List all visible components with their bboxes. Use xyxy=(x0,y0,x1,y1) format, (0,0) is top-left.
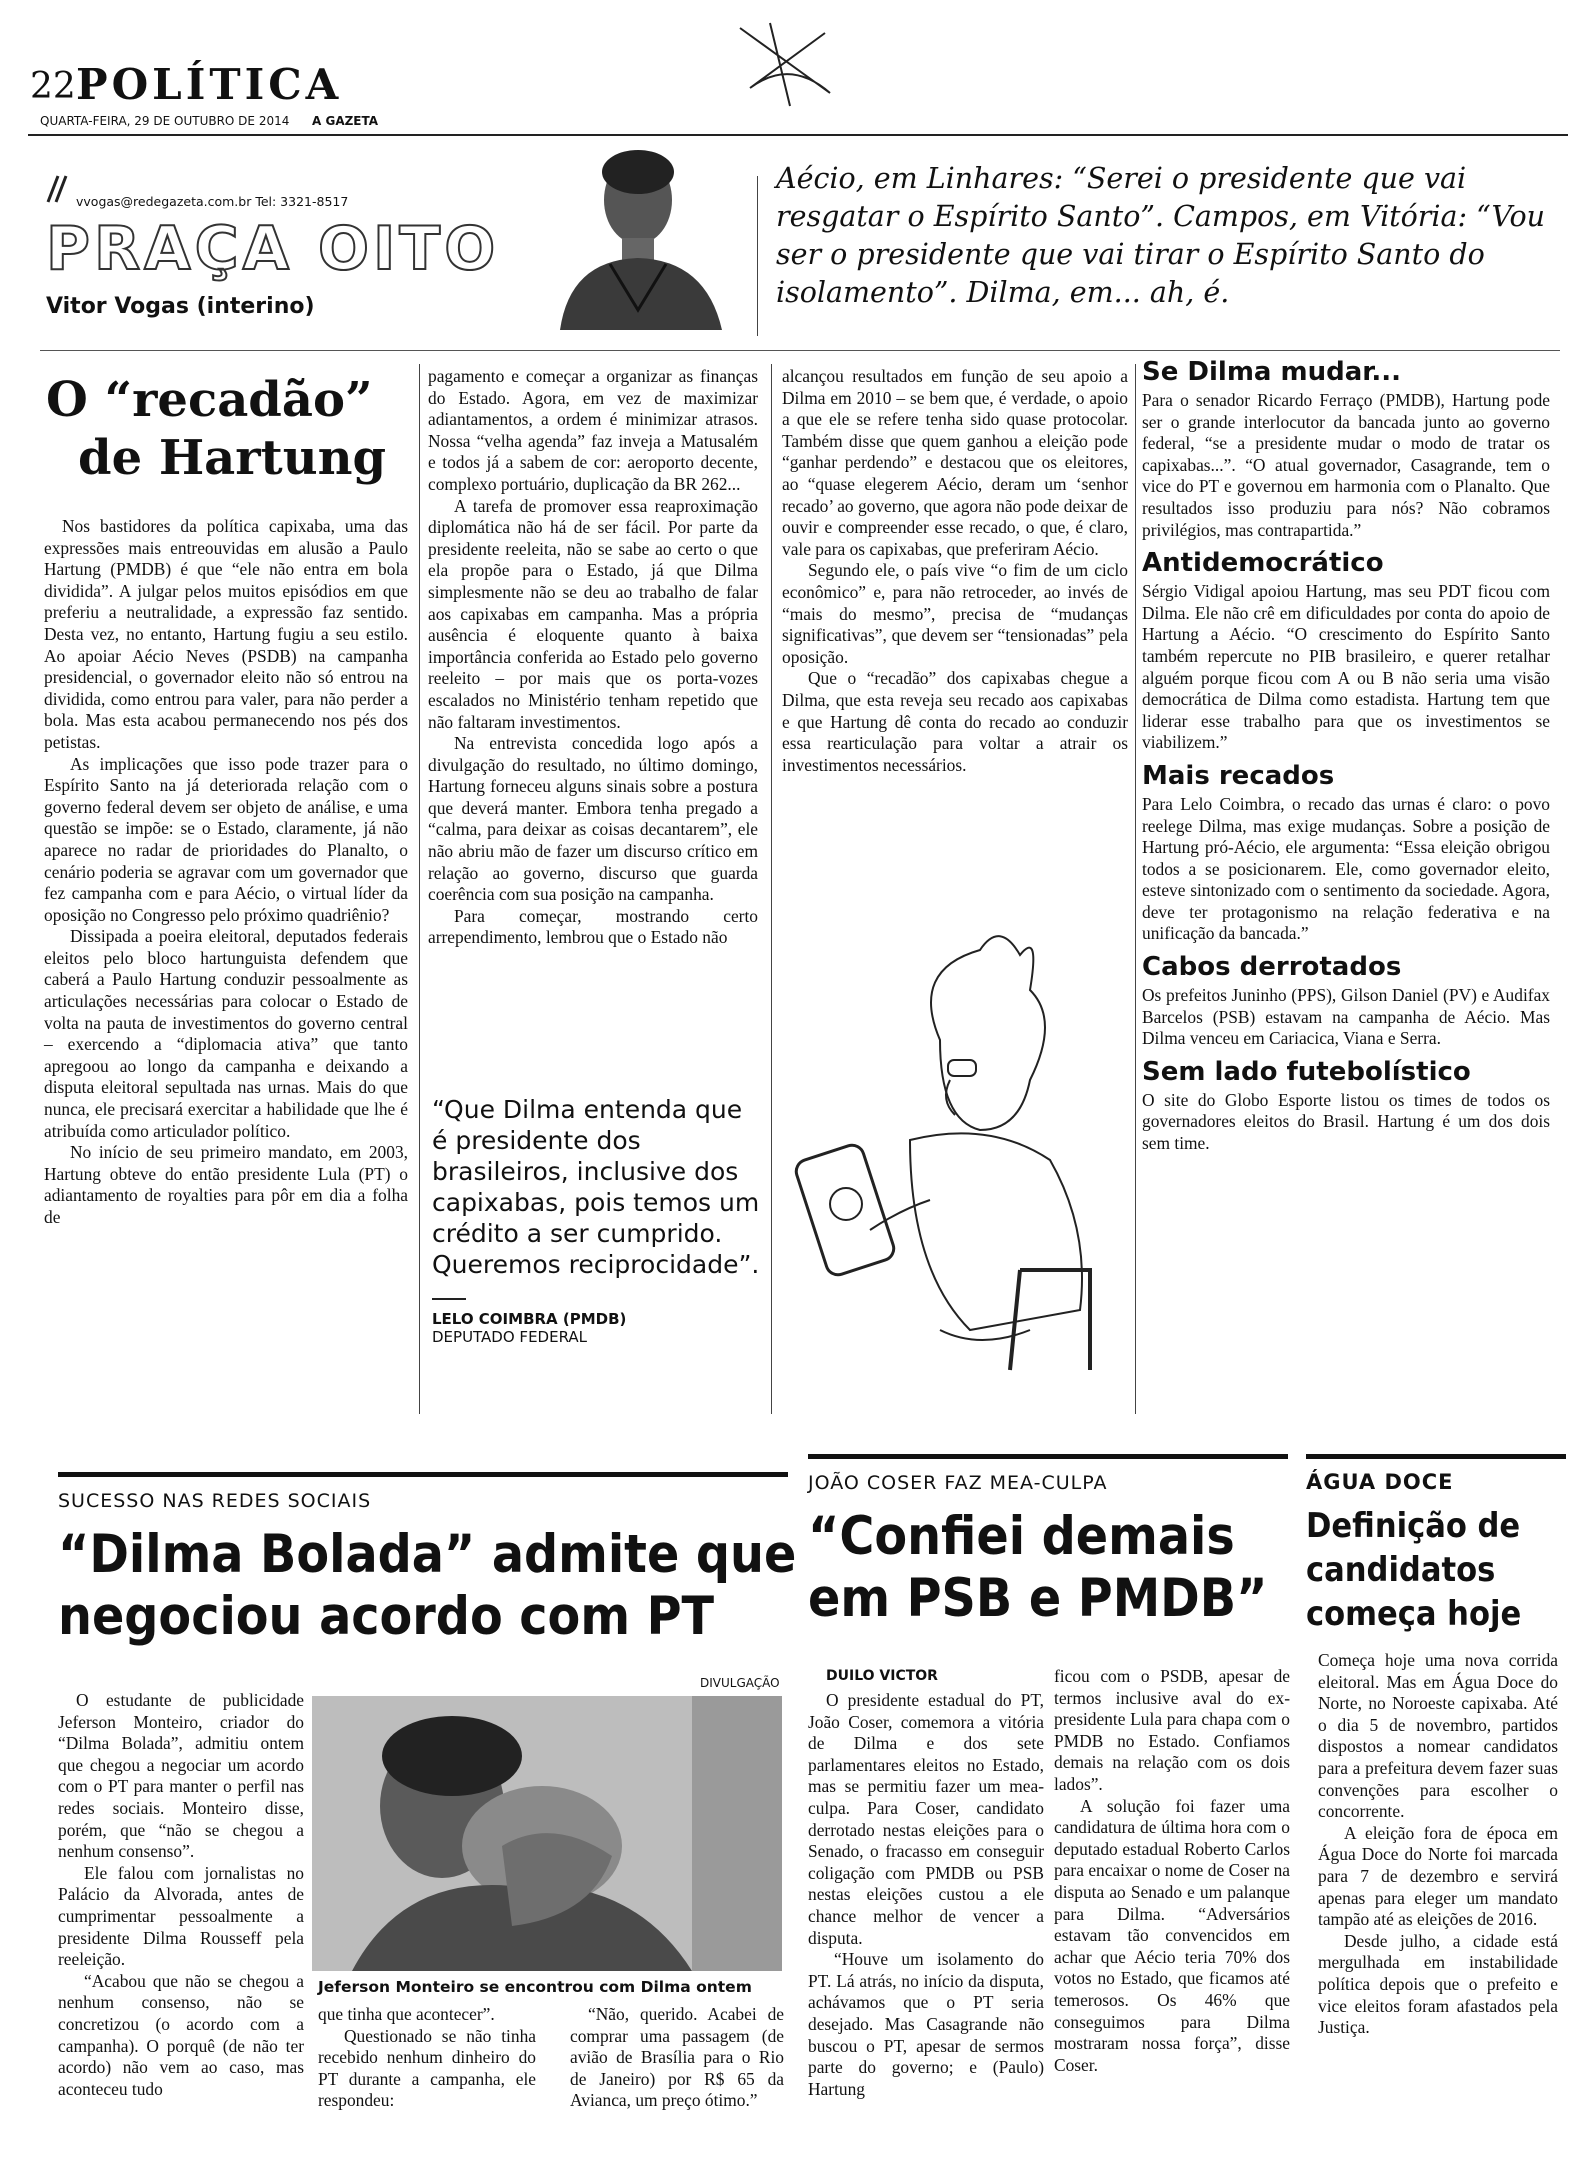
column-divider xyxy=(771,364,772,1414)
bottom-left-col1 xyxy=(58,1690,304,2100)
column-author: Vitor Vogas (interino) xyxy=(46,294,315,319)
article-paragraph: Para começar, mostrando certo arrependimento, lembrou que o Estado não xyxy=(428,905,758,948)
sidebar-text: O site do Globo Esporte listou os times de todos os governadores eleitos do Brasil. Hartung é um dos dois sem time. xyxy=(1142,1089,1550,1154)
article-paragraph: No início de seu primeiro mandato, em 2003, Hartung obteve do então presidente Lula (PT) o adiantamento de royalties para pôr em dia a folha de xyxy=(44,1142,408,1227)
sidebar-title: Mais recados xyxy=(1142,760,1335,791)
bottom-mid-col1 xyxy=(808,1690,1044,2100)
sidebar-text: Os prefeitos Juninho (PPS), Gilson Daniel (PV) e Audifax Barcelos (PSB) estavam na campanha de Aécio. Mas Dilma venceu em Cariacica, Viana e Serra. xyxy=(1142,985,1550,1049)
bottom-right-headline: Definição de candidatos começa hoje xyxy=(1306,1506,1522,1634)
pullquote-role: DEPUTADO FEDERAL xyxy=(432,1328,588,1346)
bottom-left-kicker: SUCESSO NAS REDES SOCIAIS xyxy=(58,1490,372,1512)
article-paragraph: Nos bastidores da política capixaba, uma das expressões mais entreouvidas em alusão a Paulo Hartung (PMDB) é que “ele não entra em bola dividida”. A julgar pelos muitos episódios em que preferiu a neutralidade, a expressão faz sentido. Desta vez, no entanto, Hartung fugiu a seu estilo. Ao apoiar Aécio Neves (PSDB) na campanha presidencial, o governador eleito não só entrou na dividida, como entrou para valer, para não perder a bola. Mas esta acabou permanecendo nos pés dos petistas. xyxy=(44,516,408,752)
sidebar-title: Sem lado futebolístico xyxy=(1142,1056,1471,1087)
slash-icon xyxy=(44,174,72,208)
sidebar-title: Cabos derrotados xyxy=(1142,952,1402,983)
article-paragraph: Na entrevista concedida logo após a divulgação do resultado, no último domingo, Hartung forneceu alguns sinais sobre a postura que deverá manter. Embora tenha pregado a “calma, para deixar as coisas decantarem”, ele não abriu mão de fazer um discurso crítico em relação ao governo, discurso que guarda coerência com sua posição na campanha. xyxy=(428,733,758,905)
pullquote xyxy=(432,1094,762,1346)
bottom-left-col2 xyxy=(318,2004,536,2112)
date-line: QUARTA-FEIRA, 29 DE OUTUBRO DE 2014 xyxy=(40,114,290,128)
column-divider xyxy=(419,364,420,1414)
bottom-mid-col2 xyxy=(1054,1666,1290,2076)
article-paragraph: “Não, querido. Acabei de comprar uma passagem (de avião de Brasília para o Rio de Janeiro) por R$ 65 da Avianca, um preço ótimo.” xyxy=(570,2004,784,2111)
columnist-photo xyxy=(540,140,740,330)
sidebar-title: Antidemocrático xyxy=(1142,548,1384,579)
bottom-section-rule xyxy=(1306,1454,1566,1459)
bottom-right-kicker: ÁGUA DOCE xyxy=(1306,1470,1454,1494)
news-photo xyxy=(312,1696,782,1971)
bottom-mid-kicker: JOÃO COSER FAZ MEA-CULPA xyxy=(808,1472,1108,1494)
sidebar-text: Para o senador Ricardo Ferraço (PMDB), Hartung pode ser o grande interlocutor da bancada junto ao governo federal, “se a presidente mudar o modo de tratar os capixabas...”. “O atual governador, Casagrande, tem o vice do PT e governou em harmonia com o Planalto. Que resultados isso produziu para nós? Não cobramos privilégios, mas contrapartida.” xyxy=(1142,390,1550,540)
column-quote: Aécio, em Linhares: “Serei o presidente que vai resgatar o Espírito Santo”. Campos, em Vitória: “Vou ser o presidente que vai tirar o Espírito Santo do isolamento”. Dilma, em... ah, é. xyxy=(776,162,1546,309)
header-divider xyxy=(757,176,758,336)
article-paragraph: Ele falou com jornalistas no Palácio da Alvorada, antes de cumprimentar pessoalmente a presidente Dilma Rousseff pela reeleição. xyxy=(58,1862,304,1970)
column-divider xyxy=(1135,364,1136,1414)
main-headline-line1: O “recadão” xyxy=(46,372,373,428)
article-paragraph: alcançou resultados em função de seu apoio a Dilma em 2010 – se bem que, é verdade, o apoio a que ele se refere tenha sido quase protocolar. Também disse que quem ganhou a eleição pode “ganhar perdendo” e destacou que os eleitores, ao “quase elegerem Aécio, deram um ‘senhor recado’ ao governo, que agora não pode deixar de ouvir e compreender esse recado, o que, é claro, vale para os capixabas, que preferiram Aécio. xyxy=(782,366,1128,559)
main-article-col2 xyxy=(428,366,758,949)
article-paragraph: pagamento e começar a organizar as finanças do Estado. Agora, em vez de maximizar adiantamentos, a ordem é minimizar atrasos. Nossa “velha agenda” faz inveja a Matusalém e todos já a sabem de cor: aeroporto decente, complexo portuário, duplicação da BR 262... xyxy=(428,366,758,494)
article-paragraph: A eleição fora de época em Água Doce do Norte foi marcada para 7 de dezembro e servirá apenas para eleger um mandato tampão até as eleições de 2016. xyxy=(1318,1822,1558,1930)
caricature-illustration xyxy=(790,910,1130,1380)
column-email: vvogas@redegazeta.com.br Tel: 3321-8517 xyxy=(76,194,349,209)
sidebar-text: Sérgio Vidigal apoiou Hartung, mas seu PDT ficou com Dilma. Ele não crê em dificuldades por conta do apoio de Hartung a Aécio. “O crescimento do Espírito Santo também repercute no PIB brasileiro, e querer retalhar alguém porque ficou com A ou B não seria uma visão democrática de Dilma como estadista. Hartung tem que liderar esse trabalho para que os investimentos se viabilizem.” xyxy=(1142,581,1550,753)
section-title: POLÍTICA xyxy=(76,60,343,109)
article-paragraph: Questionado se não tinha recebido nenhum dinheiro do PT durante a campanha, ele respondeu: xyxy=(318,2025,536,2111)
sidebar-title: Se Dilma mudar... xyxy=(1142,357,1402,387)
bottom-section-rule xyxy=(58,1472,788,1477)
article-paragraph: que tinha que acontecer”. xyxy=(318,2004,495,2024)
article-paragraph: Segundo ele, o país vive “o fim de um ciclo econômico” e, para não retroceder, ao invés de “mais do mesmo”, precisa de “mudanças significativas”, que devem ser “tensionadas” pela oposição. xyxy=(782,560,1128,667)
bottom-mid-headline: “Confiei demais em PSB e PMDB” xyxy=(808,1506,1268,1629)
handwritten-mark xyxy=(730,18,850,108)
main-headline-line2: de Hartung xyxy=(78,430,387,486)
article-paragraph: Desde julho, a cidade está mergulhada em instabilidade política depois que o prefeito e vice eleitos foram afastados pela Justiça. xyxy=(1318,1930,1558,2038)
pullquote-author: LELO COIMBRA (PMDB) xyxy=(432,1310,627,1328)
bottom-left-col3 xyxy=(570,2004,784,2112)
article-paragraph: “Houve um isolamento do PT. Lá atrás, no início da disputa, achávamos que o PT seria desejado. Mas Casagrande não buscou o PT, apesar de sermos parte do governo; e (Paulo) Hartung xyxy=(808,1949,1044,2099)
article-paragraph: Que o “recadão” dos capixabas chegue a Dilma, que esta reveja seu recado aos capixabas e que Hartung dê conta do recado ao conduzir essa rearticulação para voltar a atrair os investimentos necessários. xyxy=(782,668,1128,775)
article-paragraph: As implicações que isso pode trazer para o Espírito Santo na já deteriorada relação com o governo federal devem ser objeto de análise, e uma questão se impõe: se o Estado, claramente, já não aparece no radar de prioridades do Planalto, o cenário poderia se agravar com um governador que fez campanha com e para Aécio, o virtual líder da oposição no Congresso pelo próximo quadriênio? xyxy=(44,753,408,925)
sidebar-notes xyxy=(1142,350,1550,1155)
article-paragraph: A solução foi fazer uma candidatura de última hora com o deputado estadual Roberto Carlos para encaixar o nome de Coser na disputa ao Senado e um palanque para Dilma. “Adversários estavam tão convencidos em achar que Aécio teria 70% dos votos no Estado, que ficamos até temerosos. Os 46% que conseguimos para Dilma mostraram nossa força”, disse Coser. xyxy=(1054,1795,1290,2075)
main-article-col1 xyxy=(44,516,408,1229)
column-name: PRAÇA OITO xyxy=(46,214,500,284)
photo-caption: Jeferson Monteiro se encontrou com Dilma ontem xyxy=(318,1978,752,1996)
main-article-col3 xyxy=(782,366,1128,776)
page-number: 22 xyxy=(30,66,76,107)
article-paragraph: Dissipada a poeira eleitoral, deputados federais eleitos pelo bloco hartunguista defendem que caberá a Paulo Hartung conduzir pessoalmente as articulações necessárias para colocar o Estado de volta na pauta de investimentos do governo central – exercendo a “diplomacia ativa” que tanto apregoou ao longo da campanha e deixando a disputa eleitoral sepultada nas urnas. Mais do que nunca, ele precisará exercitar a habilidade que lhe é atribuída como articulador político. xyxy=(44,926,408,1141)
bottom-mid-byline: DUILO VICTOR xyxy=(826,1668,938,1684)
bottom-left-headline: “Dilma Bolada” admite que negociou acordo com PT xyxy=(58,1524,797,1647)
header-rule xyxy=(28,134,1568,136)
article-paragraph: ficou com o PSDB, apesar de termos inclusive aval do ex-presidente Lula para chapa com o PMDB no Estado. Confiamos demais na relação com os dois lados”. xyxy=(1054,1666,1290,1794)
bottom-section-rule xyxy=(808,1454,1288,1459)
paper-name: A GAZETA xyxy=(312,114,379,128)
article-paragraph: O presidente estadual do PT, João Coser, comemora a vitória de Dilma e dos sete parlamentares eleitos no Estado, mas se permitiu fazer um mea-culpa. Para Coser, candidato derrotado nestas eleições para o Senado, o fracasso em conseguir coligação com PMDB ou PSB nestas eleições custou a ele chance melhor de vencer a disputa. xyxy=(808,1690,1044,1948)
photo-credit: DIVULGAÇÃO xyxy=(700,1676,780,1690)
article-paragraph: A tarefa de promover essa reaproximação diplomática não há de ser fácil. Por parte da presidente reeleita, não se sabe ao certo o que ela propõe para o Estado, já que Dilma simplesmente não se deu ao trabalho de falar aos capixabas em campanha. Mas a própria ausência é eloquente quanto à baixa importância conferida ao Estado pelo governo reeleito – por mais que os porta-vozes escalados no Ministério tenham repetido que não faltaram investimentos. xyxy=(428,495,758,732)
article-paragraph: Começa hoje uma nova corrida eleitoral. Mas em Água Doce do Norte, no Noroeste capixaba. Até o dia 5 de novembro, partidos dispostos a nomear candidatos para a prefeitura devem fazer suas convenções para escolher o concorrente. xyxy=(1318,1650,1558,1822)
sidebar-text: Para Lelo Coimbra, o recado das urnas é claro: o povo reelege Dilma, mas exige mudanças. Sobre a posição de Hartung pró-Aécio, ele argumenta: “Essa eleição obrigou todos a se posicionarem. Ele, como governador eleito, esteve sintonizado com o sentimento da sociedade. Agora, deve ter protagonismo na relação federativa e na unificação da bancada.” xyxy=(1142,793,1550,944)
pullquote-text: “Que Dilma entenda que é presidente dos brasileiros, inclusive dos capixabas, pois temos um crédito a ser cumprido. Queremos reciprocidade”. xyxy=(432,1095,760,1279)
article-paragraph: O estudante de publicidade Jeferson Monteiro, criador do “Dilma Bolada”, admitiu ontem que chegou a negociar um acordo com o PT para manter o perfil nas redes sociais. Monteiro disse, porém, que “não se chegou a nenhum consenso”. xyxy=(58,1690,304,1862)
article-paragraph: “Acabou que não se chegou a nenhum consenso, não se concretizou (o acordo com a campanha). O porquê (de não ter acordo) não vem ao caso, mas aconteceu tudo xyxy=(58,1970,304,2099)
bottom-right-body xyxy=(1318,1650,1558,2039)
